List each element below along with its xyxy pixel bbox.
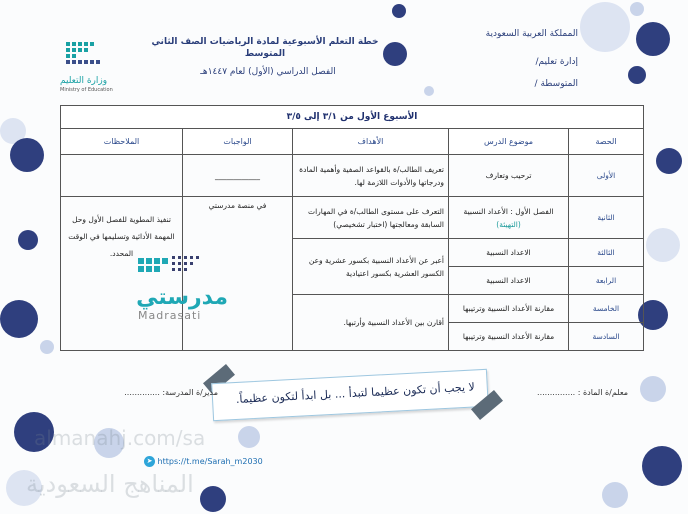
period-cell: الثالثة [569, 239, 644, 267]
decor-dot [630, 2, 644, 16]
principal-signature: مدير/ة المدرسة: .............. [124, 388, 218, 397]
decor-dot [200, 486, 226, 512]
period-cell: الثانية [569, 197, 644, 239]
period-cell: الأولى [569, 155, 644, 197]
decor-dot [392, 4, 406, 18]
notes-text: تنفيذ المطوية للفصل الأول وحل المهمة الأدائية وتسليمها في الوقت المحدد. [68, 215, 175, 258]
topic-cell: مقارنة الأعداد النسبية وترتيبها [449, 295, 569, 323]
watermark-arabic: المناهج السعودية [26, 470, 194, 498]
decor-dot [18, 230, 38, 250]
topic-cell: الاعداد النسبية [449, 239, 569, 267]
decor-dot [640, 376, 666, 402]
topic-main: الفصل الأول : الأعداد النسبية [463, 206, 554, 216]
topic-cell: مقارنة الأعداد النسبية وترتيبها [449, 323, 569, 351]
ministry-logo [60, 38, 120, 96]
header-school: المتوسطة / [534, 79, 578, 89]
homework-cell: ____________ [183, 155, 293, 197]
madrasati-arabic: مدرستي [136, 285, 228, 310]
decor-dot [636, 22, 670, 56]
decor-dot [642, 446, 682, 486]
period-cell: الخامسة [569, 295, 644, 323]
madrasati-logo [138, 254, 228, 334]
page-title: خطة التعلم الأسبوعية لمادة الرياضيات الصف الثاني المتوسط [151, 37, 379, 59]
goal-cell: أقارن بين الأعداد النسبية وأرتبها. [293, 295, 449, 351]
decor-dot [580, 2, 630, 52]
goal-cell: التعرف على مستوى الطالب/ة في المهارات السابقة ومعالجتها (اختبار تشخيصي) [293, 197, 449, 239]
telegram-icon: ➤ [144, 456, 155, 467]
logo-arabic-text: وزارة التعليم [60, 76, 108, 86]
watermark-url: almanahj.com/sa [34, 426, 206, 450]
decor-dot [0, 300, 38, 338]
decor-dot [10, 138, 44, 172]
goal-cell: تعريف الطالب/ة بالقواعد الصفية وأهمية المادة ودرجاتها والأدوات اللازمة لها. [293, 155, 449, 197]
telegram-link[interactable] [144, 456, 263, 467]
page-subtitle: الفصل الدراسي (الأول) لعام ١٤٤٧هـ [200, 67, 336, 77]
topic-cell: ترحيب وتعارف [449, 155, 569, 197]
header-topic: موضوع الدرس [449, 129, 569, 155]
homework-platform: في منصة مدرستي [208, 201, 267, 210]
decor-dot [602, 482, 628, 508]
decor-dot [40, 340, 54, 354]
header-goals: الأهداف [293, 129, 449, 155]
quote-text: لا يجب أن تكون عظيما لتبدأ ... بل ابدأ لتكون عظيماً. [235, 380, 476, 406]
week-title: الأسبوع الأول من ٣/١ إلى ٣/٥ [61, 106, 644, 129]
decor-dot [646, 228, 680, 262]
topic-extra: (التهيئة) [496, 219, 521, 229]
header-period: الحصة [569, 129, 644, 155]
header-homework: الواجبات [183, 129, 293, 155]
header-country: المملكة العربية السعودية [485, 29, 578, 39]
logo-english-text: Ministry of Education [60, 87, 113, 93]
goal-cell: أعبر عن الأعداد النسبية بكسور عشرية وعن الكسور العشرية بكسور اعتيادية [293, 239, 449, 295]
decor-dot [238, 426, 260, 448]
topic-cell [449, 197, 569, 239]
table-row [61, 155, 644, 197]
decor-dot [656, 148, 682, 174]
table-row [61, 197, 644, 239]
teacher-signature: معلم/ة المادة : ............... [537, 388, 628, 397]
period-cell: الرابعة [569, 267, 644, 295]
motivational-quote [211, 369, 489, 421]
madrasati-english: Madrasati [138, 309, 202, 322]
decor-dot [383, 42, 407, 66]
period-cell: السادسة [569, 323, 644, 351]
header-notes: الملاحظات [61, 129, 183, 155]
header-education-admin: إدارة تعليم/ [535, 57, 578, 67]
madrasati-mark-icon [138, 254, 208, 282]
decor-dot [628, 66, 646, 84]
topic-cell: الاعداد النسبية [449, 267, 569, 295]
notes-cell [61, 155, 183, 197]
telegram-url: https://t.me/Sarah_m2030 [157, 457, 263, 466]
ministry-logo-mark-icon [60, 38, 120, 72]
